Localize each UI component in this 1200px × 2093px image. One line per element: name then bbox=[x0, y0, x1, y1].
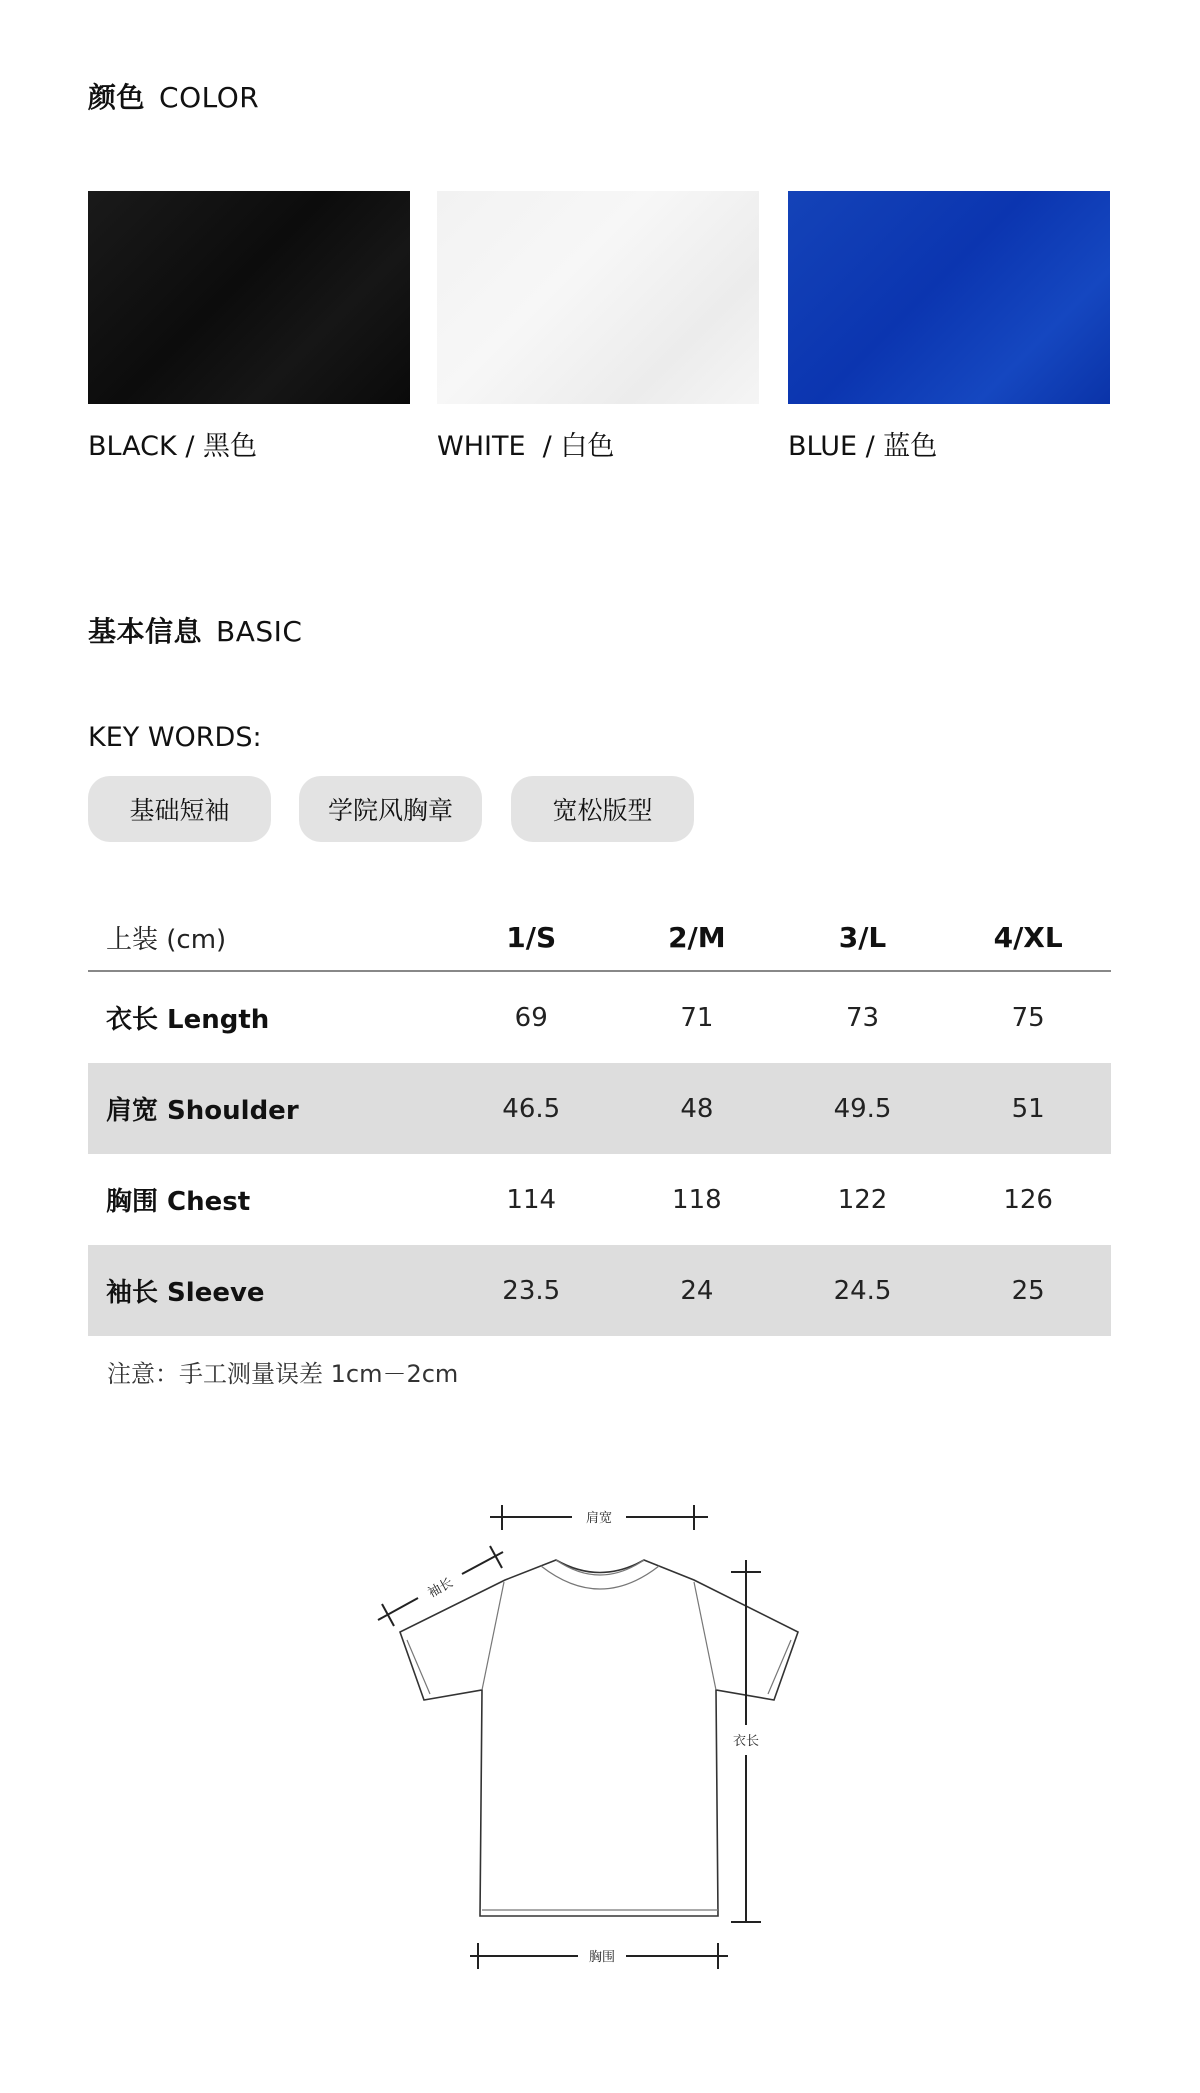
swatch-label-white: WHITE / 白色 bbox=[437, 431, 615, 462]
color-title-en: COLOR bbox=[159, 81, 260, 114]
table-cell: 118 bbox=[672, 1184, 722, 1215]
table-cell: 24 bbox=[614, 1245, 780, 1336]
keyword-chip[interactable]: 基础短袖 bbox=[88, 776, 271, 842]
table-cell: 126 bbox=[1003, 1184, 1053, 1215]
swatch-label-blue: BLUE / 蓝色 bbox=[788, 431, 938, 462]
table-cell: 71 bbox=[680, 1002, 714, 1033]
table-cell: 114 bbox=[506, 1184, 557, 1215]
table-cell: 75 bbox=[1011, 1002, 1045, 1033]
table-cell: 49.5 bbox=[780, 1063, 946, 1154]
row-label-length: 衣长 Length bbox=[106, 1005, 270, 1035]
color-section-title bbox=[88, 76, 259, 116]
table-cell: 24.5 bbox=[780, 1245, 946, 1336]
table-row bbox=[88, 1245, 1111, 1336]
table-row bbox=[88, 1154, 1111, 1245]
keywords-label: KEY WORDS: bbox=[88, 722, 262, 753]
color-title-cn: 颜色 bbox=[88, 81, 146, 114]
chest-label: 胸围 bbox=[588, 1950, 616, 1965]
table-cell: 51 bbox=[945, 1063, 1111, 1154]
measurement-note: 注意：手工测量误差 1cm－2cm bbox=[107, 1360, 459, 1388]
row-label-shoulder: 肩宽 Shoulder bbox=[88, 1063, 448, 1154]
size-col-header: 4/XL bbox=[993, 920, 1063, 954]
swatch-blue[interactable] bbox=[788, 191, 1110, 404]
size-col-header: 3/L bbox=[838, 920, 887, 954]
basic-section-title bbox=[88, 610, 302, 650]
size-table-header bbox=[88, 904, 1111, 971]
size-table bbox=[88, 904, 1111, 1336]
table-cell: 69 bbox=[514, 1002, 548, 1033]
tshirt-diagram bbox=[0, 1480, 1200, 2000]
row-label-sleeve: 袖长 Sleeve bbox=[88, 1245, 448, 1336]
sleeve-label: 袖长 bbox=[425, 1575, 456, 1602]
table-cell: 46.5 bbox=[448, 1063, 614, 1154]
length-label: 衣长 bbox=[732, 1734, 760, 1749]
table-cell: 23.5 bbox=[448, 1245, 614, 1336]
swatch-label-black: BLACK / 黑色 bbox=[88, 431, 258, 462]
size-col-header: 2/M bbox=[668, 920, 726, 954]
basic-title-cn: 基本信息 bbox=[88, 615, 203, 648]
table-row bbox=[88, 1063, 1111, 1154]
size-col-header: 1/S bbox=[506, 920, 557, 954]
table-cell: 73 bbox=[845, 1002, 880, 1033]
table-row bbox=[88, 971, 1111, 1063]
table-cell: 48 bbox=[614, 1063, 780, 1154]
table-cell: 25 bbox=[945, 1245, 1111, 1336]
keyword-chip[interactable]: 学院风胸章 bbox=[299, 776, 482, 842]
basic-title-en: BASIC bbox=[216, 615, 303, 648]
swatch-black[interactable] bbox=[88, 191, 410, 404]
swatch-white[interactable] bbox=[437, 191, 759, 404]
table-cell: 122 bbox=[837, 1184, 888, 1215]
keyword-chip[interactable]: 宽松版型 bbox=[511, 776, 694, 842]
shoulder-label: 肩宽 bbox=[585, 1511, 613, 1526]
row-label-chest: 胸围 Chest bbox=[106, 1187, 251, 1217]
size-table-unit-label: 上装 (cm) bbox=[106, 924, 227, 955]
